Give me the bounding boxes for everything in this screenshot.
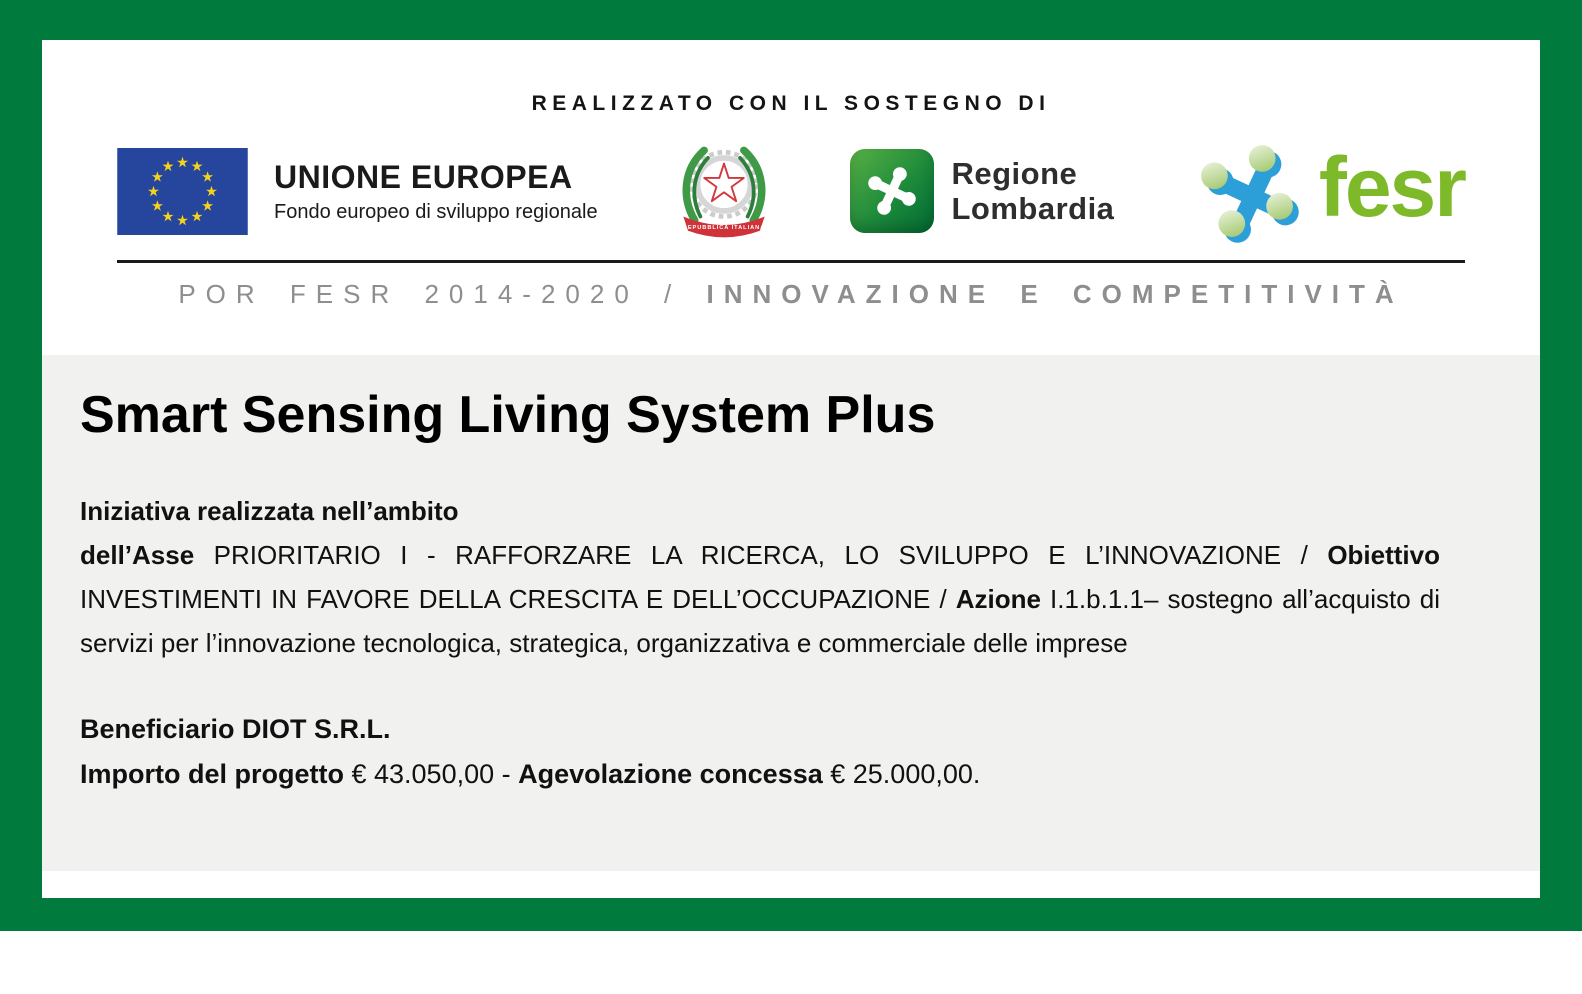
eu-logo-subtitle: Fondo europeo di sviluppo regionale — [274, 200, 598, 223]
program-line-regular: POR FESR 2014-2020 / — [178, 279, 707, 309]
fesr-logo — [1189, 133, 1465, 249]
desc-segment-priority: PRIORITARIO I - RAFFORZARE LA RICERCA, LO SVILUPPO E L’INNOVAZIONE / — [194, 540, 1328, 570]
agevolazione-label: Agevolazione concessa — [518, 759, 823, 789]
program-line — [42, 279, 1540, 310]
lombardia-rose-icon — [850, 149, 934, 233]
italy-emblem-icon — [672, 137, 776, 245]
eu-logo — [117, 148, 598, 235]
plaque-card — [42, 40, 1540, 898]
desc-asse-label: dell’Asse — [80, 540, 195, 570]
lombardia-logo-text — [951, 156, 1114, 226]
importo-label: Importo del progetto — [80, 759, 344, 789]
lombardia-logo — [850, 149, 1114, 233]
logos-row — [42, 138, 1540, 244]
support-heading: REALIZZATO CON IL SOSTEGNO DI — [531, 92, 1051, 115]
program-line-bold: INNOVAZIONE E COMPETITIVITÀ — [706, 279, 1404, 309]
fesr-logo-text: fesr — [1318, 140, 1465, 234]
desc-obiettivo-label: Obiettivo — [1327, 540, 1440, 570]
desc-segment-sostegno: I.1.b.1.1– sostegno all’acquisto di servizi per l’innovazione tecnologica, strategica, organizzativa e commerciale delle imprese — [80, 584, 1440, 658]
desc-azione-label: Azione — [955, 584, 1041, 614]
project-description — [80, 533, 1440, 665]
eu-flag-icon — [117, 148, 248, 235]
intro-line: Iniziativa realizzata nell’ambito — [80, 496, 459, 526]
emblem-ribbon-text: REPUBBLICA ITALIANA — [682, 224, 766, 231]
amounts-line — [80, 752, 1540, 797]
agevolazione-value: € 25.000,00. — [822, 759, 981, 789]
project-title: Smart Sensing Living System Plus — [80, 386, 936, 444]
importo-value: € 43.050,00 - — [343, 759, 519, 789]
content-panel — [42, 355, 1540, 871]
fesr-rose-icon — [1189, 133, 1305, 249]
eu-logo-text — [274, 159, 598, 224]
lombardia-line1: Regione — [951, 155, 1078, 191]
eu-logo-title: UNIONE EUROPEA — [274, 158, 573, 195]
desc-segment-investimenti: INVESTIMENTI IN FAVORE DELLA CRESCITA E DELL’OCCUPAZIONE / — [80, 584, 956, 614]
lombardia-line2: Lombardia — [951, 191, 1115, 226]
divider-rule — [117, 260, 1465, 263]
beneficiary-line: Beneficiario DIOT S.R.L. — [80, 714, 391, 744]
